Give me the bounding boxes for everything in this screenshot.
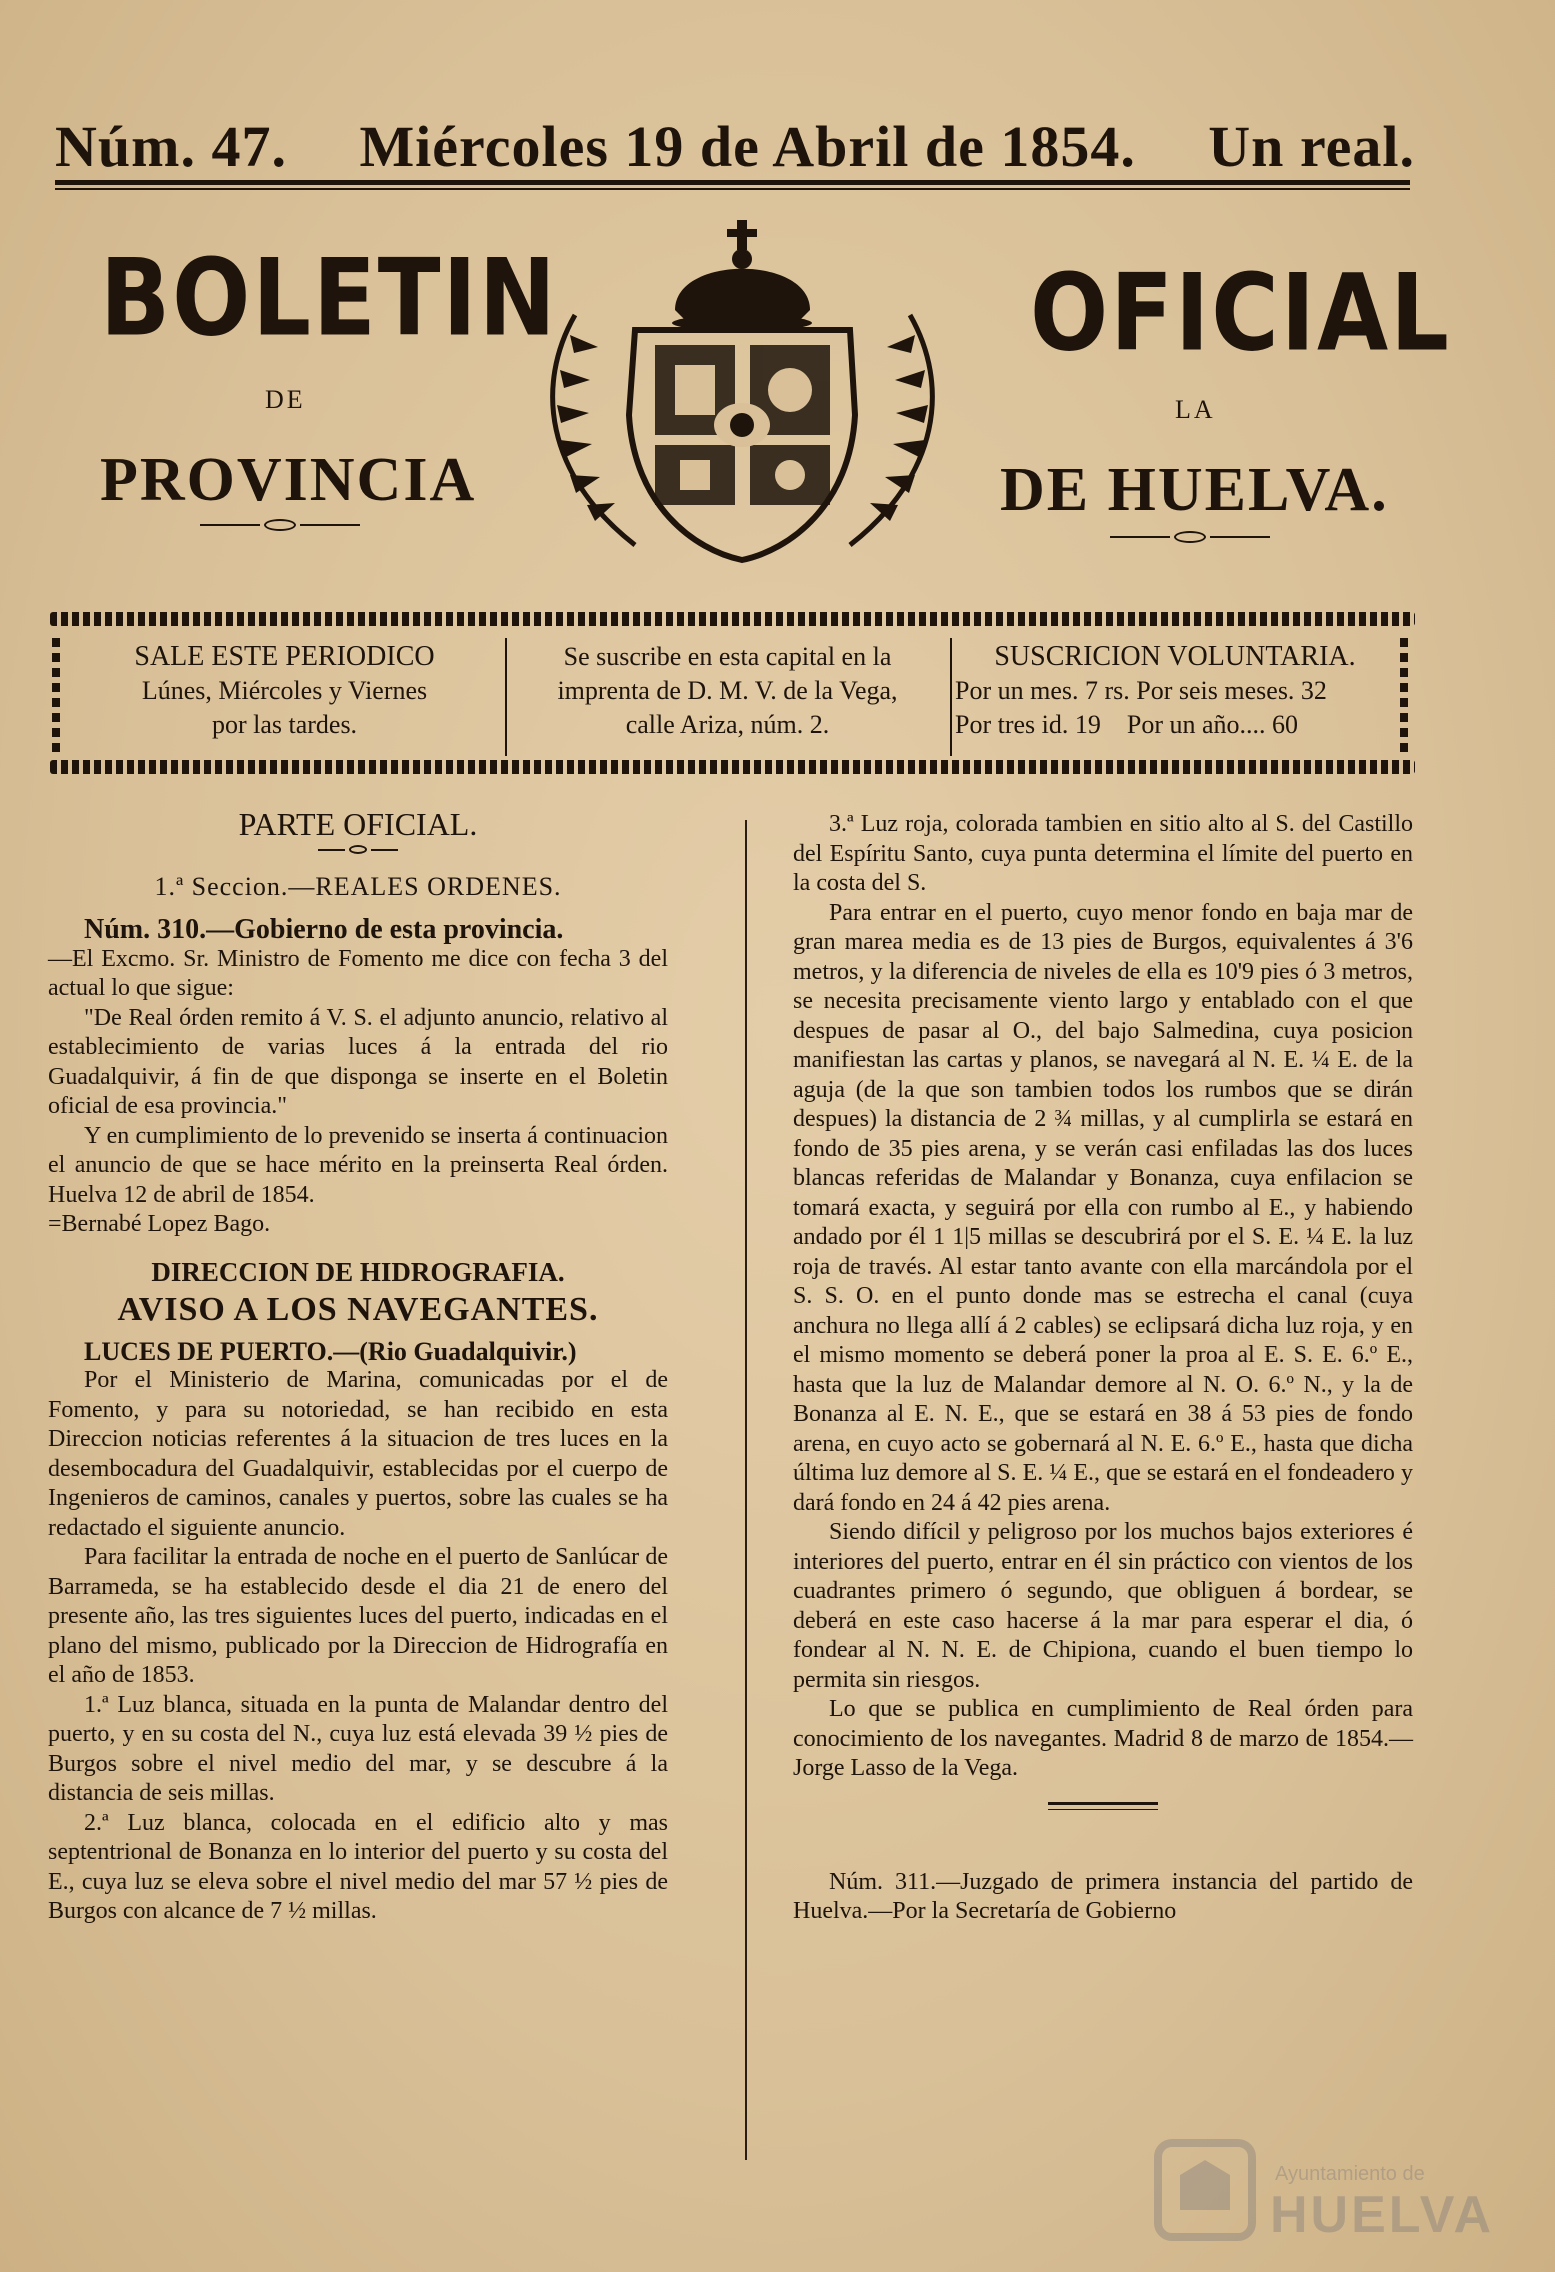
paragraph-facilitar: Para facilitar la entrada de noche en el puerto de Sanlúcar de Barrameda, se ha establecido desde el dia 21 de enero del presente año, las tres siguientes luces del puerto, indicadas en el plano del mismo, publicado por la Direccion de Hidrografía en el año de 1853. xyxy=(48,1544,668,1688)
archive-watermark xyxy=(1150,2135,1495,2255)
title-de: DE xyxy=(265,385,306,414)
watermark-text-main: HUELVA xyxy=(1270,2186,1495,2244)
issue-date: Miércoles 19 de Abril de 1854. xyxy=(359,114,1136,179)
paragraph-num-311: Núm. 311.—Juzgado de primera instancia del partido de Huelva.—Por la Secretaría de Gobierno xyxy=(793,1868,1413,1924)
paragraph-luz-1: 1.ª Luz blanca, situada en la punta de Malandar dentro del puerto, y en su costa del N., cuya luz está elevada 39 ½ pies de Burgos sobre el nivel medio del mar, y se descubre á la distancia de seis millas. xyxy=(48,1691,668,1806)
info-sale-line-1: SALE ESTE PERIODICO xyxy=(134,641,435,672)
watermark-logo-icon xyxy=(1150,2135,1260,2245)
issue-price: Un real. xyxy=(1208,114,1415,179)
masthead-rule-thin xyxy=(55,188,1410,190)
heading-luces: LUCES DE PUERTO.—(Rio Guadalquivir.) xyxy=(84,1336,577,1366)
info-sale-line-3: por las tardes. xyxy=(211,710,358,739)
paragraph-cumplimiento: Y en cumplimiento de lo prevenido se inserta á continuacion el anuncio de que se hace mérito en la preinserta Real órden. Huelva 12 de abril de 1854. xyxy=(48,1122,668,1208)
paragraph-dificil: Siendo difícil y peligroso por los muchos bajos exteriores é interiores del puerto, entrar en él sin práctico con vientos de los cuadrantes primero ó segundo, que obliguen á bordear, se deberá en este caso hacerse á la mar para esperar el dia, ó fondear al N. N. E. de Chipiona, cuando el buen tiempo lo permita sin riesgos. xyxy=(793,1519,1413,1693)
paragraph-luz-2: 2.ª Luz blanca, colocada en el edificio alto y mas septentrional de Bonanza en lo interior del puerto y su costa del E., cuya luz se eleva sobre el nivel medio del mar 57 ½ pies de Burgos con alcance de 7 ½ millas. xyxy=(48,1809,668,1924)
title-provincia: PROVINCIA xyxy=(100,446,477,514)
paragraph-ministerio: Por el Ministerio de Marina, comunicadas por el de Fomento, y para su notoriedad, se han recibido en esta Direccion noticias referentes á la situacion de tres luces en la desembocadura del Guadalquivir, establecidas por el cuerpo de Ingenieros de caminos, canales y puertos, sobre las cuales se ha redactado el siguiente anuncio. xyxy=(48,1367,668,1541)
heading-parte-oficial: PARTE OFICIAL. xyxy=(238,806,478,842)
info-suscricion-head: SUSCRICION VOLUNTARIA. xyxy=(994,641,1356,672)
coat-of-arms-icon xyxy=(515,215,970,575)
band-border-top xyxy=(50,612,1415,626)
info-suscribe-line-2: imprenta de D. M. V. de la Vega, xyxy=(557,676,898,705)
paragraph-310-intro: —El Excmo. Sr. Ministro de Fomento me dice con fecha 3 del actual lo que sigue: xyxy=(48,945,668,1001)
paragraph-entrar: Para entrar en el puerto, cuyo menor fondo en baja mar de gran marea media es de 13 pies de Burgos, equivalentes á 3'6 metros, y la diferencia de niveles de ella es 10'9 pies ó 3 metros, se necesita precisamente viento largo y entablado con el que despues de pasar al O., del bajo Salmedina, cuya posicion manifiestan las cartas y planos, se navegará al N. E. ¼ E. de la aguja (de la que son tambien todos los rumbos que se dirán despues) la distancia de 2 ¾ millas, y al cumplirla se estará en fondo de 35 pies arena, y se verán casi enfiladas las dos luces blancas referidas de Malandar y Bonanza, cuya enfilacion se tomará exacta, y seguirá por ella con rumbo al E., y habiendo andado por él 1 1|5 millas se descubrirá por el S. E. ¼ E. la luz roja de través. Al estar tanto avante con ella marcándola por el S. S. O. en el punto donde mas se estrecha el canal (cuya anchura no llega allí á 2 cables) se eclipsará dicha luz roja, y en el mismo momento se deberá poner la proa al E. S. E. 6.º E., hasta que la luz de Malandar demore al N. O. 6.º N., y la de Bonanza al E. N. E., que se estará en 38 á 53 pies de fondo arena, en cuyo acto se gobernará al N. E. 6.º E., hasta que dicha última luz demore al S. E. ¼ E., que se estará en el fondeadero y dará fondo en 24 á 42 pies arena. xyxy=(793,899,1413,1516)
band-border-bottom xyxy=(50,760,1415,774)
column-rule xyxy=(745,820,747,2160)
heading-aviso: AVISO A LOS NAVEGANTES. xyxy=(117,1291,599,1328)
info-sale-line-2: Lúnes, Miércoles y Viernes xyxy=(141,676,428,705)
title-boletin: BOLETIN xyxy=(100,236,558,361)
info-suscribe xyxy=(515,640,940,755)
section-divider xyxy=(1048,1802,1158,1810)
band-border-right xyxy=(1400,638,1408,756)
title-la: LA xyxy=(1175,395,1216,424)
paragraph-real-orden: "De Real órden remito á V. S. el adjunto anuncio, relativo al establecimiento de varias luces á la entrada del rio Guadalquivir, á fin de que disponga se inserte en el Boletin oficial de esa provincia." xyxy=(48,1004,668,1119)
left-column xyxy=(48,806,668,1927)
title-ornament-right xyxy=(1110,532,1270,542)
parte-ornament xyxy=(318,846,398,854)
heading-seccion: 1.ª Seccion.—REALES ORDENES. xyxy=(154,871,562,901)
masthead-rule xyxy=(55,180,1410,185)
info-suscribe-line-3: calle Ariza, núm. 2. xyxy=(625,710,830,739)
heading-direccion: DIRECCION DE HIDROGRAFIA. xyxy=(151,1256,565,1287)
info-suscricion xyxy=(955,640,1395,755)
signature-bago: =Bernabé Lopez Bago. xyxy=(48,1211,271,1237)
info-suscribe-line-1: Se suscribe en esta capital en la xyxy=(563,642,892,671)
paragraph-luz-3: 3.ª Luz roja, colorada tambien en sitio alto al S. del Castillo del Espíritu Santo, cuya punta determina el límite del puerto en la costa del S. xyxy=(793,811,1413,896)
masthead-line xyxy=(55,90,1415,180)
band-border-left xyxy=(52,638,60,756)
band-separator-1 xyxy=(505,638,507,756)
band-separator-2 xyxy=(950,638,952,756)
title-ornament-left xyxy=(200,520,360,530)
info-sale xyxy=(72,640,497,755)
title-de-huelva: DE HUELVA. xyxy=(1000,456,1389,524)
issue-number: Núm. 47. xyxy=(55,114,287,179)
right-column xyxy=(793,810,1413,1927)
paragraph-publica: Lo que se publica en cumplimiento de Real órden para conocimiento de los navegantes. Madrid 8 de marzo de 1854.—Jorge Lasso de la Vega. xyxy=(793,1696,1413,1781)
heading-num-310: Núm. 310.—Gobierno de esta provincia. xyxy=(84,914,564,945)
info-suscricion-line-1: Por un mes. 7 rs. Por seis meses. 32 xyxy=(955,676,1327,705)
title-oficial: OFICIAL xyxy=(1030,251,1451,376)
watermark-text-top: Ayuntamiento de xyxy=(1275,2163,1425,2185)
info-suscricion-line-2: Por tres id. 19 Por un año.... 60 xyxy=(955,710,1299,739)
